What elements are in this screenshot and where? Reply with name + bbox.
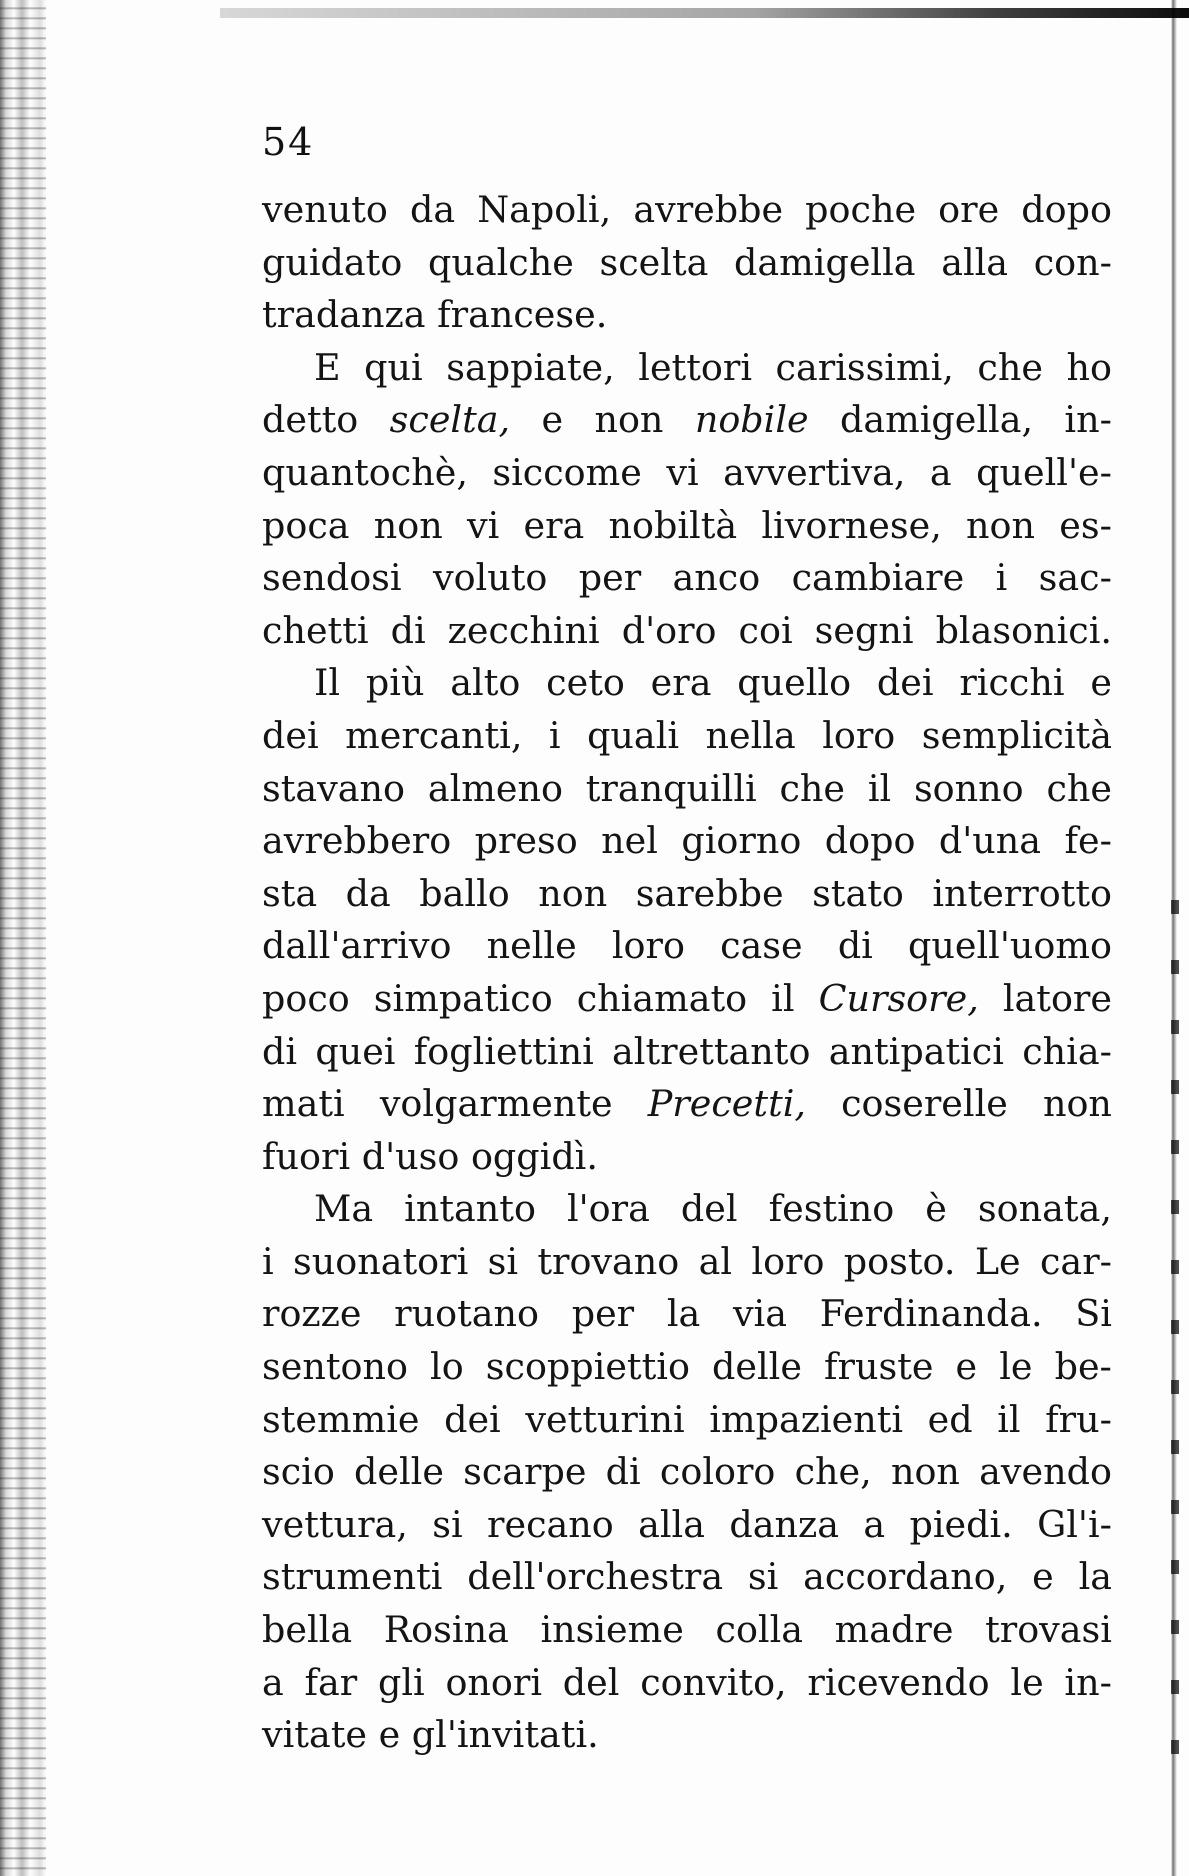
word: dell'orchestra	[467, 1555, 724, 1599]
word: che	[779, 766, 846, 810]
word: ed	[927, 1397, 973, 1441]
word: es-	[1059, 503, 1112, 547]
word: sendosi	[262, 556, 402, 600]
text-line	[262, 552, 1112, 605]
word: del	[562, 1660, 620, 1704]
word: gli	[377, 1660, 425, 1704]
word: dopo	[1021, 188, 1112, 231]
word: e	[378, 1713, 412, 1757]
word: d'una	[938, 819, 1042, 863]
word: tranquilli	[585, 766, 757, 810]
word: avvertiva,	[723, 450, 906, 494]
text-line	[262, 237, 1112, 290]
word: poco	[262, 976, 350, 1020]
word: quei	[315, 1029, 396, 1073]
text-line	[262, 1288, 1112, 1341]
text-line	[262, 394, 1112, 447]
word: scelta	[599, 240, 709, 284]
text-line	[262, 815, 1112, 868]
word: delle	[712, 1345, 802, 1389]
word: non	[966, 503, 1036, 547]
word: suonatori	[293, 1239, 469, 1283]
word: i	[548, 713, 561, 757]
word: festino	[768, 1187, 895, 1231]
word: piedi.	[909, 1502, 1013, 1546]
word: latore	[1002, 976, 1112, 1020]
word: a	[863, 1502, 886, 1546]
scan-binding-edge	[0, 0, 46, 1876]
word: in-	[1064, 398, 1112, 442]
word: alla	[638, 1502, 705, 1546]
word: d'oro	[621, 608, 717, 652]
word: gl'invitati.	[411, 1713, 599, 1757]
word: chiamato	[576, 976, 748, 1020]
word: Cursore,	[818, 976, 979, 1020]
word: vetturini	[525, 1397, 685, 1441]
word: ho	[1066, 345, 1112, 389]
body-text	[262, 184, 1112, 1762]
word: guidato	[262, 240, 403, 284]
text-line	[262, 342, 1112, 395]
word: per	[571, 1292, 635, 1336]
word: sonno	[913, 766, 1024, 810]
word: non	[1042, 1082, 1112, 1126]
word: fuori	[262, 1134, 362, 1178]
word: ricchi	[959, 661, 1065, 705]
word: nobile	[694, 398, 809, 442]
word: di	[837, 924, 873, 968]
word: onori	[445, 1660, 543, 1704]
word: non	[538, 871, 608, 915]
word: trovasi	[985, 1608, 1112, 1652]
word: case	[720, 924, 803, 968]
word: e	[955, 1345, 978, 1389]
word: era	[650, 661, 712, 705]
word: coloro	[659, 1450, 776, 1494]
word: avrebbe	[633, 188, 784, 231]
word: via	[732, 1292, 787, 1336]
word: coserelle	[841, 1082, 1008, 1126]
word: damigella,	[839, 398, 1034, 442]
text-line	[262, 710, 1112, 763]
word: poche	[805, 188, 917, 231]
word: ruotano	[394, 1292, 540, 1336]
scan-right-marks	[1171, 900, 1179, 1800]
text-line	[262, 1183, 1112, 1236]
word: Le	[974, 1239, 1021, 1283]
word: preso	[474, 819, 578, 863]
word: più	[365, 661, 425, 705]
word: nelle	[486, 924, 577, 968]
text-line	[262, 868, 1112, 921]
text-line	[262, 1236, 1112, 1289]
text-line	[262, 1341, 1112, 1394]
word: vettura,	[262, 1502, 408, 1546]
word: nel	[601, 819, 658, 863]
word: dei	[444, 1397, 501, 1441]
word: almeno	[427, 766, 563, 810]
word: detto	[262, 398, 359, 442]
word: Si	[1075, 1292, 1112, 1336]
word: sonata,	[977, 1187, 1112, 1231]
word: di	[605, 1450, 641, 1494]
word: ore	[938, 188, 1000, 231]
word: la	[666, 1292, 701, 1336]
word: scelta,	[389, 398, 511, 442]
word: si	[747, 1555, 779, 1599]
text-line	[262, 1499, 1112, 1552]
word: dei	[262, 713, 319, 757]
word: Gl'i-	[1037, 1502, 1112, 1546]
word: intanto	[404, 1187, 536, 1231]
word: sappiate,	[446, 345, 615, 389]
word: car-	[1039, 1239, 1112, 1283]
word: la	[1078, 1555, 1112, 1599]
word: quello	[737, 661, 852, 705]
text-line	[262, 1551, 1112, 1604]
word: era	[523, 503, 585, 547]
word: livornese,	[761, 503, 942, 547]
word: accordano,	[803, 1555, 1008, 1599]
word: chia-	[1022, 1029, 1112, 1073]
word: quali	[587, 713, 680, 757]
word: alla	[941, 240, 1009, 284]
word: anco	[672, 556, 761, 600]
word: alto	[450, 661, 521, 705]
word: a	[262, 1660, 284, 1704]
scan-top-edge	[220, 8, 1189, 18]
text-line	[262, 657, 1112, 710]
word: a	[929, 450, 952, 494]
word: giorno	[681, 819, 802, 863]
word: francese.	[437, 293, 608, 337]
word: non	[373, 503, 443, 547]
word: stato	[812, 871, 904, 915]
word: stavano	[262, 766, 406, 810]
word: avrebbero	[262, 819, 452, 863]
word: quell'e-	[976, 450, 1112, 494]
word: danza	[729, 1502, 839, 1546]
text-line	[262, 973, 1112, 1026]
word: lettori	[638, 345, 752, 389]
word: i	[262, 1239, 274, 1283]
word: trovano	[537, 1239, 680, 1283]
word: bella	[262, 1608, 353, 1652]
word: voluto	[432, 556, 548, 600]
word: loro	[611, 924, 685, 968]
text-line	[262, 1446, 1112, 1499]
word: sac-	[1038, 556, 1112, 600]
word: damigella	[734, 240, 916, 284]
text-line	[262, 447, 1112, 500]
word: dall'arrivo	[262, 924, 452, 968]
page-number: 54	[262, 120, 315, 164]
word: vi	[466, 503, 500, 547]
word: Ferdinanda.	[819, 1292, 1043, 1336]
word: di	[390, 608, 426, 652]
word: Ma	[314, 1187, 374, 1231]
word: carissimi,	[775, 345, 954, 389]
word: che,	[794, 1450, 872, 1494]
word: Precetti,	[647, 1082, 807, 1126]
word: siccome	[492, 450, 642, 494]
word: venuto	[262, 188, 388, 231]
word: non	[890, 1450, 960, 1494]
word: del	[680, 1187, 738, 1231]
word: altrettanto	[612, 1029, 811, 1073]
word: lo	[430, 1345, 464, 1389]
word: il	[867, 766, 892, 810]
word: convito,	[640, 1660, 787, 1704]
word: cambiare	[791, 556, 965, 600]
word: le	[999, 1345, 1033, 1389]
text-line	[262, 1131, 1112, 1184]
text-line	[262, 1657, 1112, 1710]
text-line	[262, 1078, 1112, 1131]
word: quantochè,	[262, 450, 468, 494]
word: mati	[262, 1082, 345, 1126]
word: i	[995, 556, 1008, 600]
word: di	[262, 1029, 298, 1073]
word: oggidì.	[470, 1134, 598, 1178]
word: sentono	[262, 1345, 408, 1389]
word: dei	[876, 661, 934, 705]
word: semplicità	[921, 713, 1112, 757]
text-line	[262, 1604, 1112, 1657]
word: non	[594, 398, 664, 442]
word: interrotto	[932, 871, 1112, 915]
word: scarpe	[463, 1450, 587, 1494]
word: colla	[715, 1608, 804, 1652]
word: si	[432, 1502, 463, 1546]
word: rozze	[262, 1292, 362, 1336]
word: fe-	[1064, 819, 1112, 863]
word: simpatico	[373, 976, 553, 1020]
word: e	[1090, 661, 1112, 705]
word: recano	[487, 1502, 614, 1546]
word: nella	[705, 713, 796, 757]
word: e	[541, 398, 564, 442]
text-line	[262, 605, 1112, 658]
word: Il	[314, 661, 341, 705]
word: tradanza	[262, 293, 438, 337]
word: in-	[1064, 1660, 1112, 1704]
word: il	[771, 976, 795, 1020]
word: loro	[822, 713, 896, 757]
word: d'uso	[361, 1134, 471, 1178]
word: delle	[354, 1450, 444, 1494]
word: posto.	[843, 1239, 956, 1283]
word: fru-	[1045, 1397, 1112, 1441]
text-line	[262, 1026, 1112, 1079]
word: da	[409, 188, 456, 231]
word: ricevendo	[807, 1660, 990, 1704]
word: e	[1032, 1555, 1054, 1599]
word: l'ora	[566, 1187, 650, 1231]
word: nobiltà	[608, 503, 738, 547]
word: scio	[262, 1450, 335, 1494]
word: le	[1010, 1660, 1044, 1704]
word: scoppiettio	[485, 1345, 690, 1389]
word: è	[925, 1187, 947, 1231]
word: volgarmente	[379, 1082, 613, 1126]
word: vitate	[262, 1713, 379, 1757]
word: antipatici	[828, 1029, 1004, 1073]
word: qualche	[427, 240, 574, 284]
word: si	[487, 1239, 518, 1283]
word: Napoli,	[477, 188, 612, 231]
word: E	[314, 345, 341, 389]
text-line	[262, 500, 1112, 553]
word: far	[304, 1660, 358, 1704]
word: be-	[1054, 1345, 1112, 1389]
word: poca	[262, 503, 350, 547]
word: impazienti	[709, 1397, 904, 1441]
word: il	[997, 1397, 1021, 1441]
text-line	[262, 763, 1112, 816]
word: stemmie	[262, 1397, 420, 1441]
word: sta	[262, 871, 318, 915]
text-line	[262, 920, 1112, 973]
word: blasonici.	[935, 608, 1112, 652]
word: strumenti	[262, 1555, 443, 1599]
word: quell'uomo	[908, 924, 1112, 968]
word: ballo	[419, 871, 510, 915]
word: chetti	[262, 608, 369, 652]
word: coi	[738, 608, 793, 652]
word: insieme	[540, 1608, 684, 1652]
word: ceto	[546, 661, 625, 705]
word: al	[698, 1239, 733, 1283]
word: con-	[1033, 240, 1112, 284]
word: vi	[666, 450, 699, 494]
text-line	[262, 1709, 1112, 1762]
text-line	[262, 289, 1112, 342]
word: qui	[364, 345, 423, 389]
word: loro	[751, 1239, 825, 1283]
word: avendo	[979, 1450, 1112, 1494]
word: che	[977, 345, 1043, 389]
word: da	[345, 871, 391, 915]
word: fogliettini	[413, 1029, 594, 1073]
word: fruste	[824, 1345, 934, 1389]
word: sarebbe	[635, 871, 784, 915]
word: che	[1046, 766, 1112, 810]
text-line	[262, 1394, 1112, 1447]
word: zecchini	[447, 608, 600, 652]
word: per	[578, 556, 642, 600]
word: madre	[834, 1608, 954, 1652]
word: mercanti,	[345, 713, 523, 757]
word: segni	[814, 608, 914, 652]
word: dopo	[824, 819, 916, 863]
word: Rosina	[383, 1608, 509, 1652]
text-line	[262, 184, 1112, 237]
